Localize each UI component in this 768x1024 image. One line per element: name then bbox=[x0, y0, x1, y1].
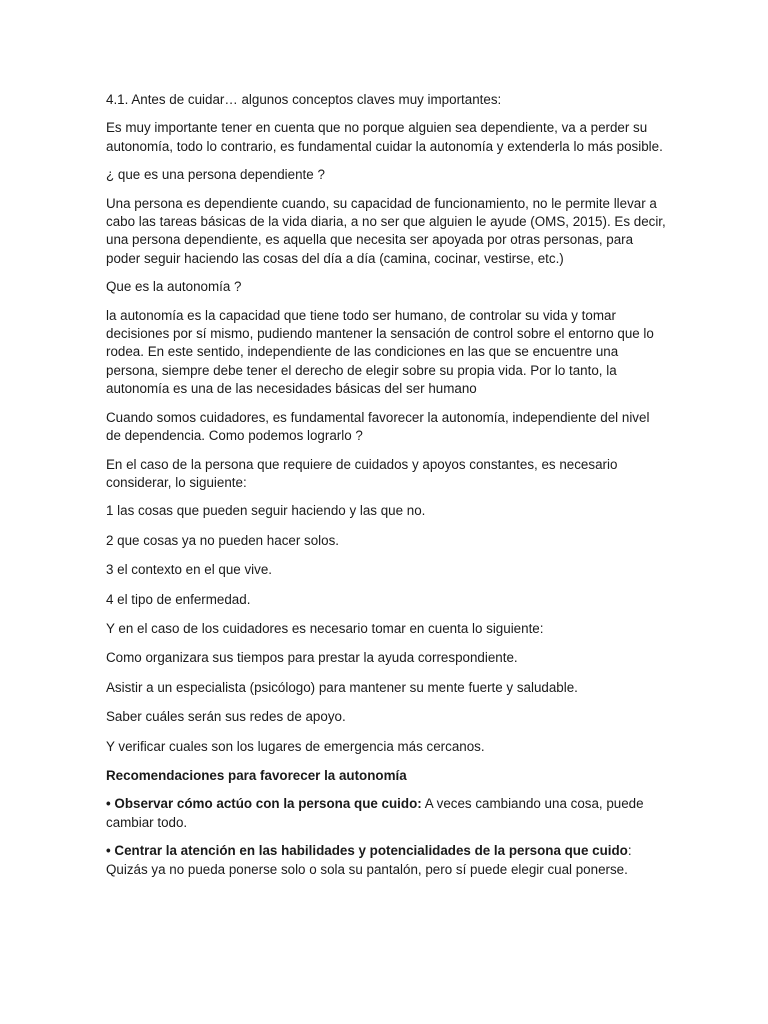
list-item: 3 el contexto en el que vive. bbox=[106, 562, 273, 578]
list-item: 1 las cosas que pueden seguir haciendo y las que no. bbox=[106, 503, 426, 519]
recommendation-item bbox=[106, 842, 666, 879]
section-heading: 4.1. Antes de cuidar… algunos conceptos claves muy importantes: bbox=[106, 92, 502, 107]
recommendations-heading: Recomendaciones para favorecer la autonomía bbox=[106, 767, 407, 783]
question-dependiente: ¿ que es una persona dependiente ? bbox=[106, 167, 325, 183]
list-item: Como organizara sus tiempos para prestar la ayuda correspondiente. bbox=[106, 650, 518, 666]
list-item: Saber cuáles serán sus redes de apoyo. bbox=[106, 709, 346, 725]
recommendation-text: : Quizás ya no pueda ponerse solo o sola su pantalón, pero sí puede elegir cual ponerse. bbox=[106, 843, 632, 877]
list-item: Asistir a un especialista (psicólogo) para mantener su mente fuerte y saludable. bbox=[106, 679, 578, 695]
list-item: Y verificar cuales son los lugares de emergencia más cercanos. bbox=[106, 738, 485, 754]
cuidadores-paragraph: Cuando somos cuidadores, es fundamental favorecer la autonomía, independiente del nivel de dependencia. Como podemos lograrlo ? bbox=[106, 409, 650, 444]
caso-persona-paragraph: En el caso de la persona que requiere de cuidados y apoyos constantes, es necesario considerar, lo siguiente: bbox=[106, 456, 618, 490]
recommendation-item bbox=[106, 795, 666, 832]
recommendation-title: • Centrar la atención en las habilidades y potencialidades de la persona que cuido bbox=[106, 843, 628, 859]
recommendation-text: A veces cambiando una cosa, puede cambiar todo. bbox=[106, 796, 644, 830]
list-item: 4 el tipo de enfermedad. bbox=[106, 591, 251, 607]
list-item: 2 que cosas ya no pueden hacer solos. bbox=[106, 532, 340, 548]
definition-autonomia: la autonomía es la capacidad que tiene todo ser humano, de controlar su vida y tomar decisiones por sí mismo, pudiendo mantener la sensación de control sobre el entorno que lo rodea. En este sentido, independiente de las condiciones en las que se encuentre una persona, siempre debe tener el derecho de elegir sobre su propia vida. Por lo tanto, la autonomía es una de las necesidades básicas del ser humano bbox=[106, 307, 654, 397]
recommendation-title: • Observar cómo actúo con la persona que cuido: bbox=[106, 796, 422, 812]
definition-dependiente: Una persona es dependiente cuando, su capacidad de funcionamiento, no le permite llevar a cabo las tareas básicas de la vida diaria, a no ser que alguien le ayude (OMS, 2015). Es decir, una persona dependiente, es aquella que necesita ser apoyada por otras personas, para poder seguir haciendo las cosas del día a día (camina, cocinar, vestirse, etc.) bbox=[106, 195, 666, 266]
caso-cuidadores-paragraph: Y en el caso de los cuidadores es necesario tomar en cuenta lo siguiente: bbox=[106, 620, 544, 636]
intro-paragraph: Es muy importante tener en cuenta que no porque alguien sea dependiente, va a perder su autonomía, todo lo contrario, es fundamental cuidar la autonomía y extenderla lo más posible. bbox=[106, 120, 663, 154]
document-body bbox=[106, 91, 666, 889]
question-autonomia: Que es la autonomía ? bbox=[106, 279, 242, 295]
